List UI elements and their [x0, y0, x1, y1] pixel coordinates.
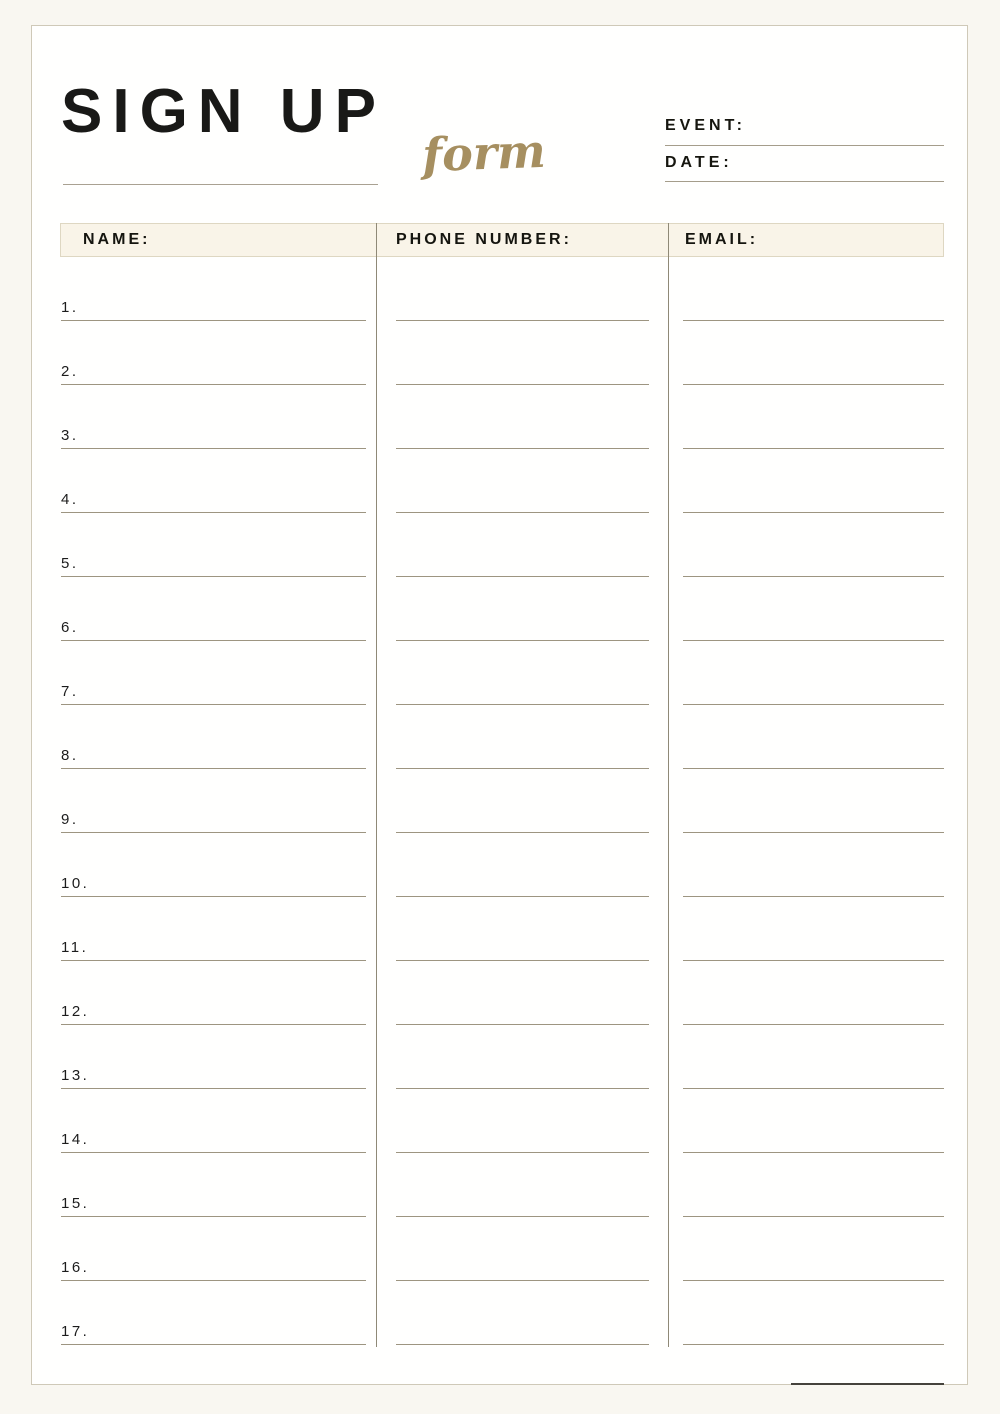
row-number: 1. [61, 299, 79, 316]
table-row [32, 449, 967, 513]
row-number: 11. [61, 939, 89, 956]
row-number: 14. [61, 1131, 90, 1148]
table-row [32, 257, 967, 321]
email-blank-line [683, 1344, 944, 1345]
date-blank-line [665, 181, 944, 182]
rows [32, 257, 967, 1345]
phone-blank-line [396, 1344, 649, 1345]
table-header-bar [60, 223, 944, 257]
table-row [32, 1153, 967, 1217]
table-row [32, 833, 967, 897]
row-number: 5. [61, 555, 79, 572]
table-row [32, 385, 967, 449]
row-number: 6. [61, 619, 79, 636]
column-header-name: NAME: [83, 231, 151, 248]
event-blank-line [665, 145, 944, 146]
row-number: 15. [61, 1195, 90, 1212]
page-edge-shadow [791, 1383, 944, 1385]
row-number: 8. [61, 747, 79, 764]
table-row [32, 1089, 967, 1153]
event-label: EVENT: [665, 117, 746, 134]
row-number: 13. [61, 1067, 90, 1084]
column-header-email: EMAIL: [685, 231, 759, 248]
column-header-phone: PHONE NUMBER: [396, 231, 572, 248]
table-row [32, 321, 967, 385]
title-script-word: form [421, 123, 547, 183]
table-row [32, 1025, 967, 1089]
row-number: 17. [61, 1323, 90, 1340]
table-row [32, 641, 967, 705]
row-number: 16. [61, 1259, 90, 1276]
table-row [32, 1281, 967, 1345]
table-row [32, 769, 967, 833]
name-blank-line [61, 1344, 366, 1345]
row-number: 7. [61, 683, 79, 700]
row-number: 4. [61, 491, 79, 508]
table-row [32, 705, 967, 769]
date-label: DATE: [665, 154, 733, 171]
title-underline [63, 184, 378, 185]
row-number: 2. [61, 363, 79, 380]
table-row [32, 513, 967, 577]
row-number: 9. [61, 811, 79, 828]
table-row [32, 577, 967, 641]
table-row [32, 961, 967, 1025]
page-title: SIGN UP [61, 77, 386, 146]
signup-form-page [31, 25, 968, 1385]
table-row [32, 897, 967, 961]
row-number: 10. [61, 875, 90, 892]
table-row [32, 1217, 967, 1281]
row-number: 3. [61, 427, 79, 444]
row-number: 12. [61, 1003, 90, 1020]
